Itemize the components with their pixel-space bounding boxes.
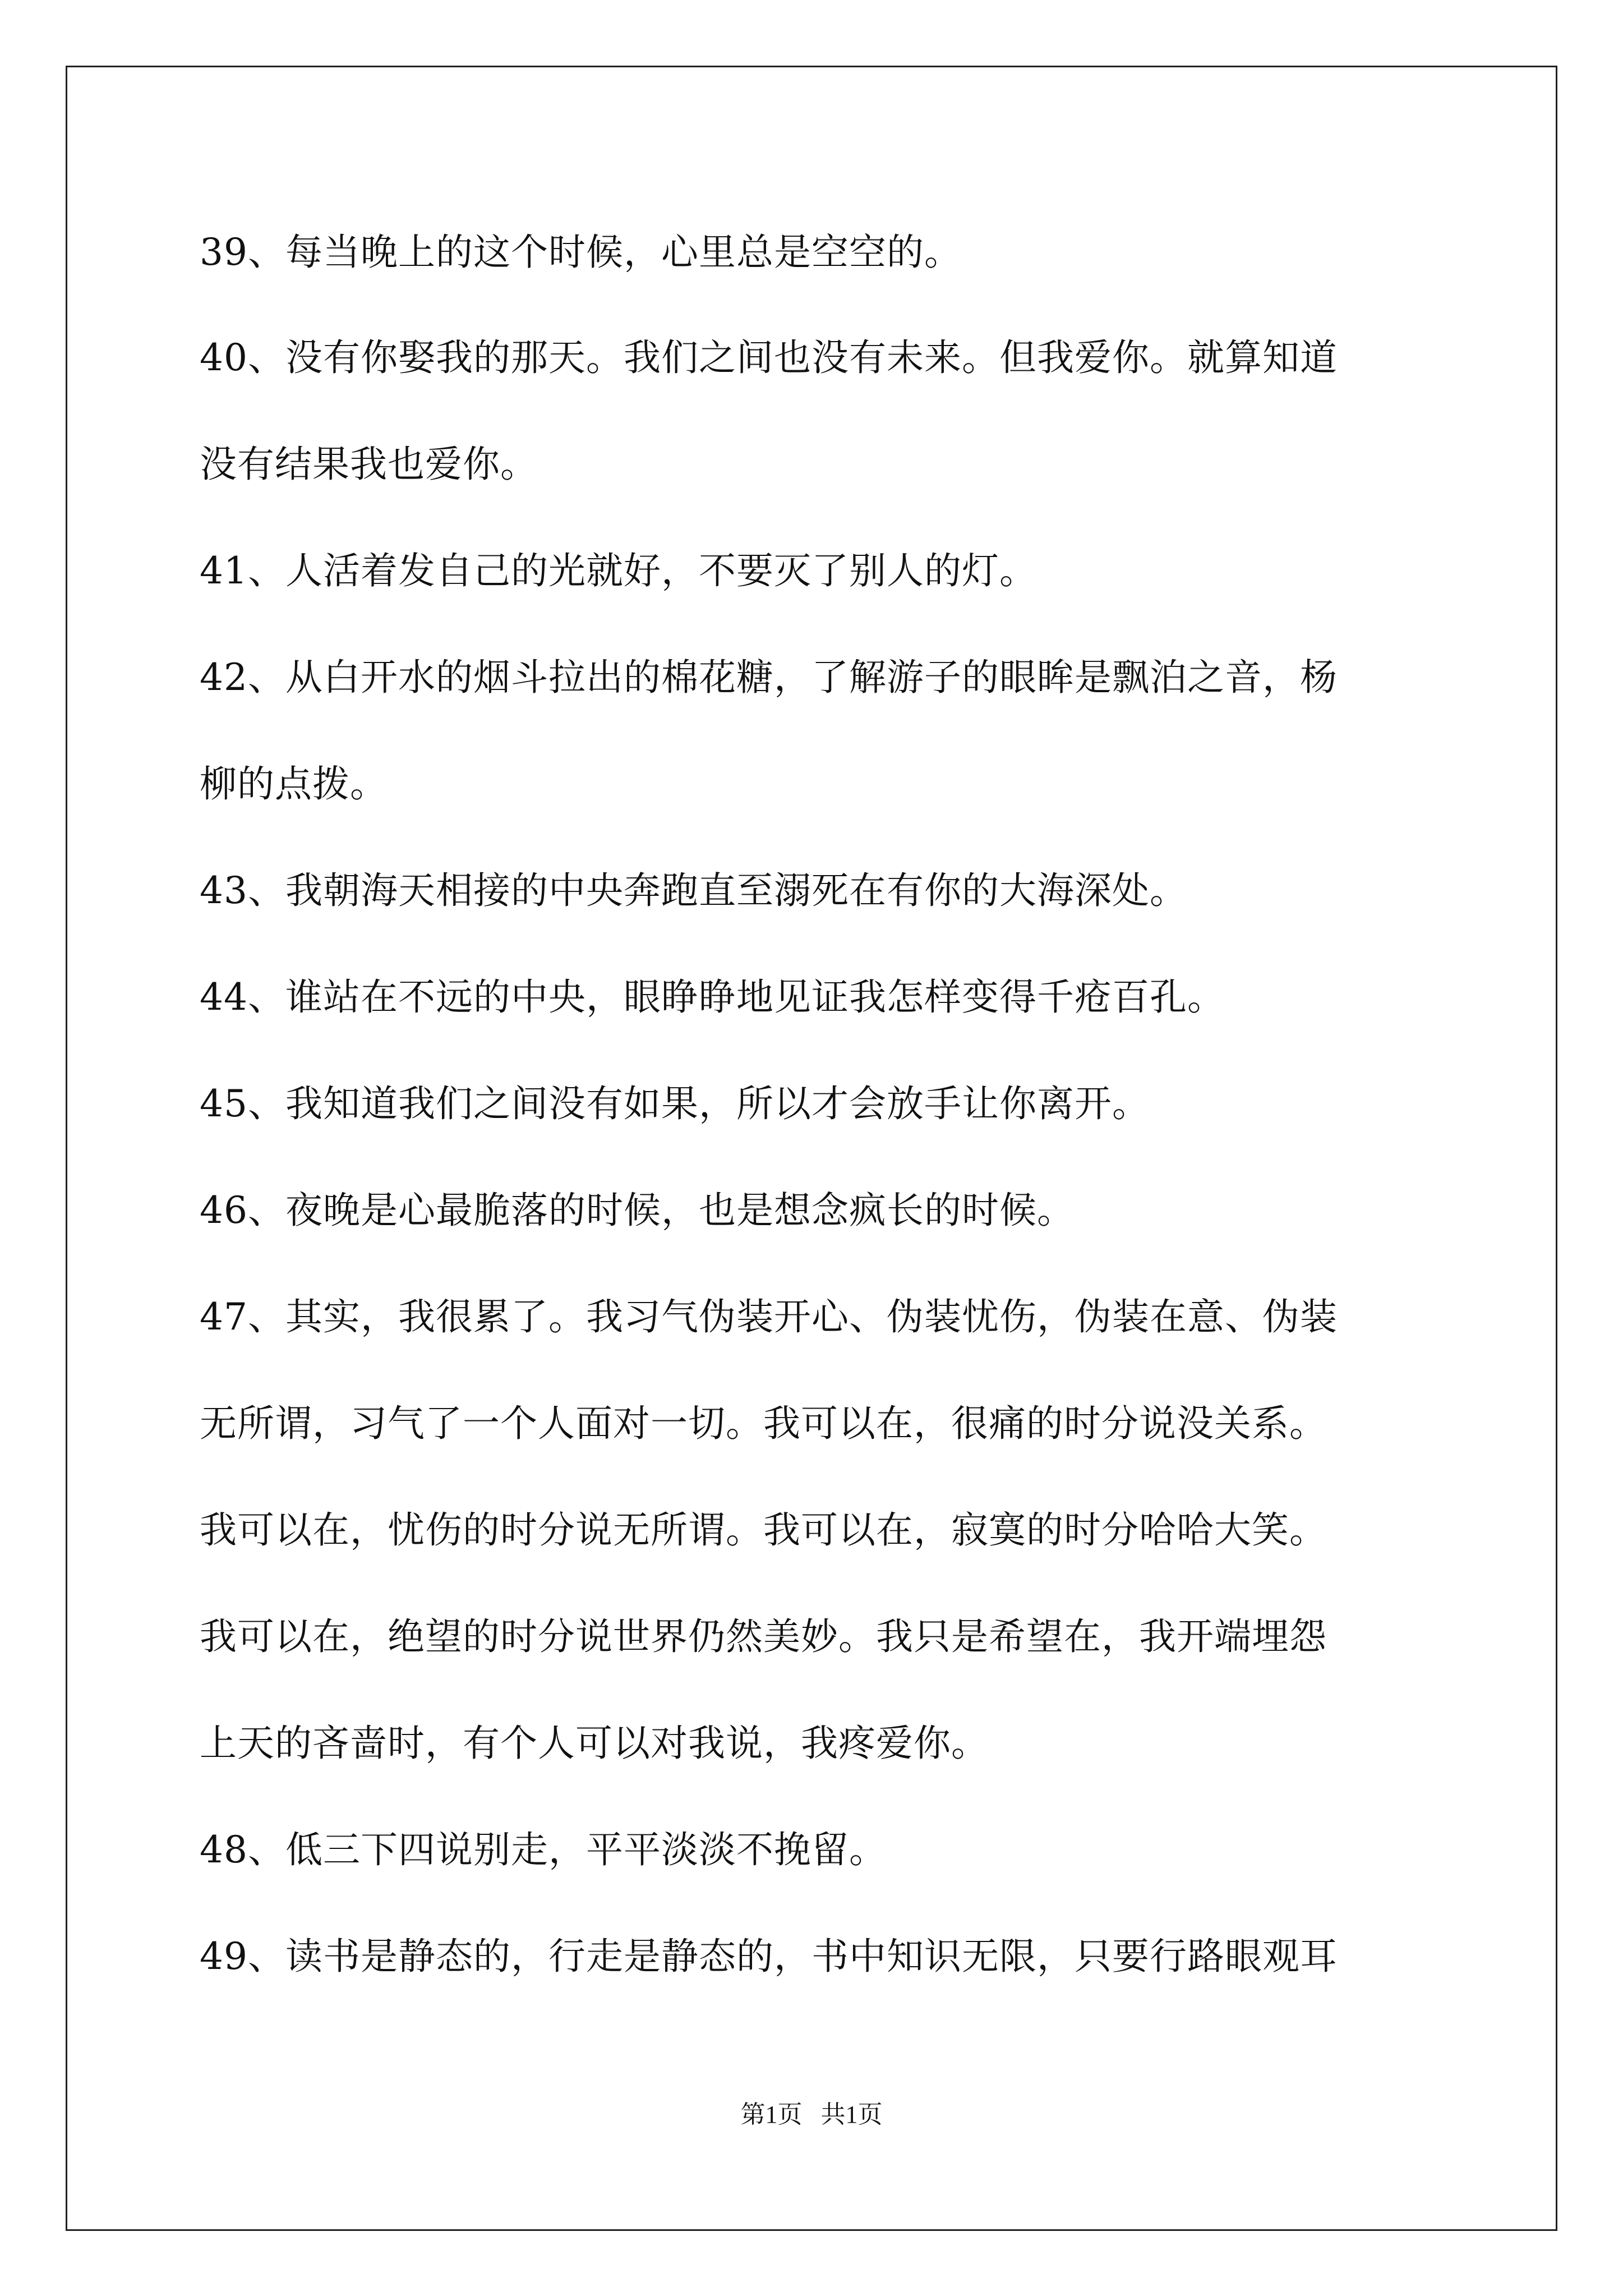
text-line: 44、谁站在不远的中央，眼睁睁地见证我怎样变得千疮百孔。 [200, 976, 1225, 1019]
text-line: 39、每当晚上的这个时候，心里总是空空的。 [200, 231, 962, 274]
page-footer: 第1页 共1页 [740, 2101, 883, 2128]
text-line: 45、我知道我们之间没有如果，所以才会放手让你离开。 [200, 1082, 1150, 1125]
text-line: 柳的点拨。 [200, 762, 388, 806]
text-line: 48、低三下四说别走，平平淡淡不挽留。 [200, 1828, 887, 1871]
page-border [66, 66, 1557, 2231]
text-line: 43、我朝海天相接的中央奔跑直至溺死在有你的大海深处。 [200, 869, 1187, 912]
text-line: 没有结果我也爱你。 [200, 443, 538, 486]
text-line: 我可以在，忧伤的时分说无所谓。我可以在，寂寞的时分哈哈大笑。 [200, 1508, 1327, 1552]
text-line: 49、读书是静态的，行走是静态的，书中知识无限，只要行路眼观耳 [200, 1935, 1338, 1978]
text-line: 无所谓，习气了一个人面对一切。我可以在，很痛的时分说没关系。 [200, 1402, 1327, 1445]
text-line: 41、人活着发自己的光就好，不要灭了别人的灯。 [200, 549, 1037, 592]
text-line: 40、没有你娶我的那天。我们之间也没有未来。但我爱你。就算知道 [200, 336, 1338, 379]
text-line: 我可以在，绝望的时分说世界仍然美妙。我只是希望在，我开端埋怨 [200, 1615, 1327, 1658]
text-line: 47、其实，我很累了。我习气伪装开心、伪装忧伤，伪装在意、伪装 [200, 1295, 1338, 1338]
text-line: 46、夜晚是心最脆落的时候，也是想念疯长的时候。 [200, 1189, 1075, 1232]
text-line: 42、从白开水的烟斗拉出的棉花糖，了解游子的眼眸是飘泊之音，杨 [200, 656, 1338, 699]
text-line: 上天的吝啬时，有个人可以对我说，我疼爱你。 [200, 1722, 989, 1765]
